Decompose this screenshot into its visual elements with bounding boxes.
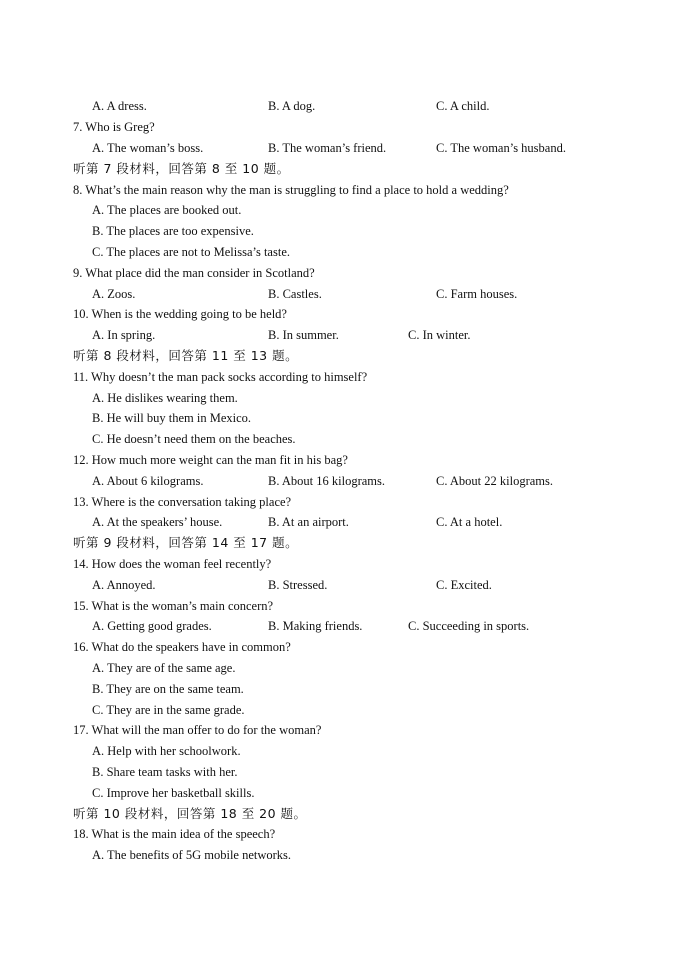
option-b: B. Share team tasks with her.: [92, 765, 238, 779]
option-b: B. At an airport.: [268, 515, 349, 529]
option-a: A. Getting good grades.: [92, 619, 212, 633]
option-c: C. He doesn’t need them on the beaches.: [92, 432, 296, 446]
question-13: 13. Where is the conversation taking place?: [73, 495, 292, 509]
option-c: C. The places are not to Melissa’s taste.: [92, 245, 290, 259]
section-heading-10: 听第 10 段材料，回答第 18 至 20 题。: [73, 806, 307, 821]
option-a: A. About 6 kilograms.: [92, 474, 204, 488]
option-c: C. In winter.: [408, 328, 471, 342]
question-8: 8. What’s the main reason why the man is struggling to find a place to hold a wedding?: [73, 183, 509, 197]
question-10: 10. When is the wedding going to be held?: [73, 307, 287, 321]
question-12: 12. How much more weight can the man fit in his bag?: [73, 453, 348, 467]
question-15: 15. What is the woman’s main concern?: [73, 599, 274, 613]
option-b: B. Making friends.: [268, 619, 363, 633]
option-c: C. Farm houses.: [436, 287, 518, 301]
option-b: B. He will buy them in Mexico.: [92, 411, 252, 425]
option-a: A. A dress.: [92, 99, 147, 113]
option-a: A. Help with her schoolwork.: [92, 744, 241, 758]
option-a: A. The woman’s boss.: [92, 141, 204, 155]
question-16: 16. What do the speakers have in common?: [73, 640, 291, 654]
option-c: C. The woman’s husband.: [436, 141, 566, 155]
question-17: 17. What will the man offer to do for the woman?: [73, 723, 322, 737]
option-c: C. A child.: [436, 99, 490, 113]
option-c: C. Succeeding in sports.: [408, 619, 530, 633]
option-a: A. They are of the same age.: [92, 661, 236, 675]
option-b: B. Stressed.: [268, 578, 328, 592]
option-a: A. Annoyed.: [92, 578, 156, 592]
option-a: A. Zoos.: [92, 287, 136, 301]
option-c: C. They are in the same grade.: [92, 703, 245, 717]
option-b: B. The places are too expensive.: [92, 224, 254, 238]
option-c: C. Improve her basketball skills.: [92, 786, 255, 800]
option-c: C. About 22 kilograms.: [436, 474, 554, 488]
question-11: 11. Why doesn’t the man pack socks according to himself?: [73, 370, 368, 384]
section-heading-7: 听第 7 段材料，回答第 8 至 10 题。: [73, 161, 290, 176]
question-7: 7. Who is Greg?: [73, 120, 155, 134]
option-a: A. At the speakers’ house.: [92, 515, 223, 529]
option-c: C. At a hotel.: [436, 515, 503, 529]
option-a: A. The benefits of 5G mobile networks.: [92, 848, 292, 862]
option-b: B. A dog.: [268, 99, 316, 113]
question-14: 14. How does the woman feel recently?: [73, 557, 272, 571]
option-a: A. He dislikes wearing them.: [92, 391, 238, 405]
option-a: A. The places are booked out.: [92, 203, 242, 217]
section-heading-9: 听第 9 段材料，回答第 14 至 17 题。: [73, 535, 299, 550]
option-b: B. Castles.: [268, 287, 322, 301]
question-9: 9. What place did the man consider in Scotland?: [73, 266, 315, 280]
question-18: 18. What is the main idea of the speech?: [73, 827, 276, 841]
option-b: B. In summer.: [268, 328, 339, 342]
option-a: A. In spring.: [92, 328, 156, 342]
option-b: B. The woman’s friend.: [268, 141, 387, 155]
option-b: B. About 16 kilograms.: [268, 474, 386, 488]
option-b: B. They are on the same team.: [92, 682, 244, 696]
section-heading-8: 听第 8 段材料，回答第 11 至 13 题。: [73, 348, 299, 363]
option-c: C. Excited.: [436, 578, 492, 592]
